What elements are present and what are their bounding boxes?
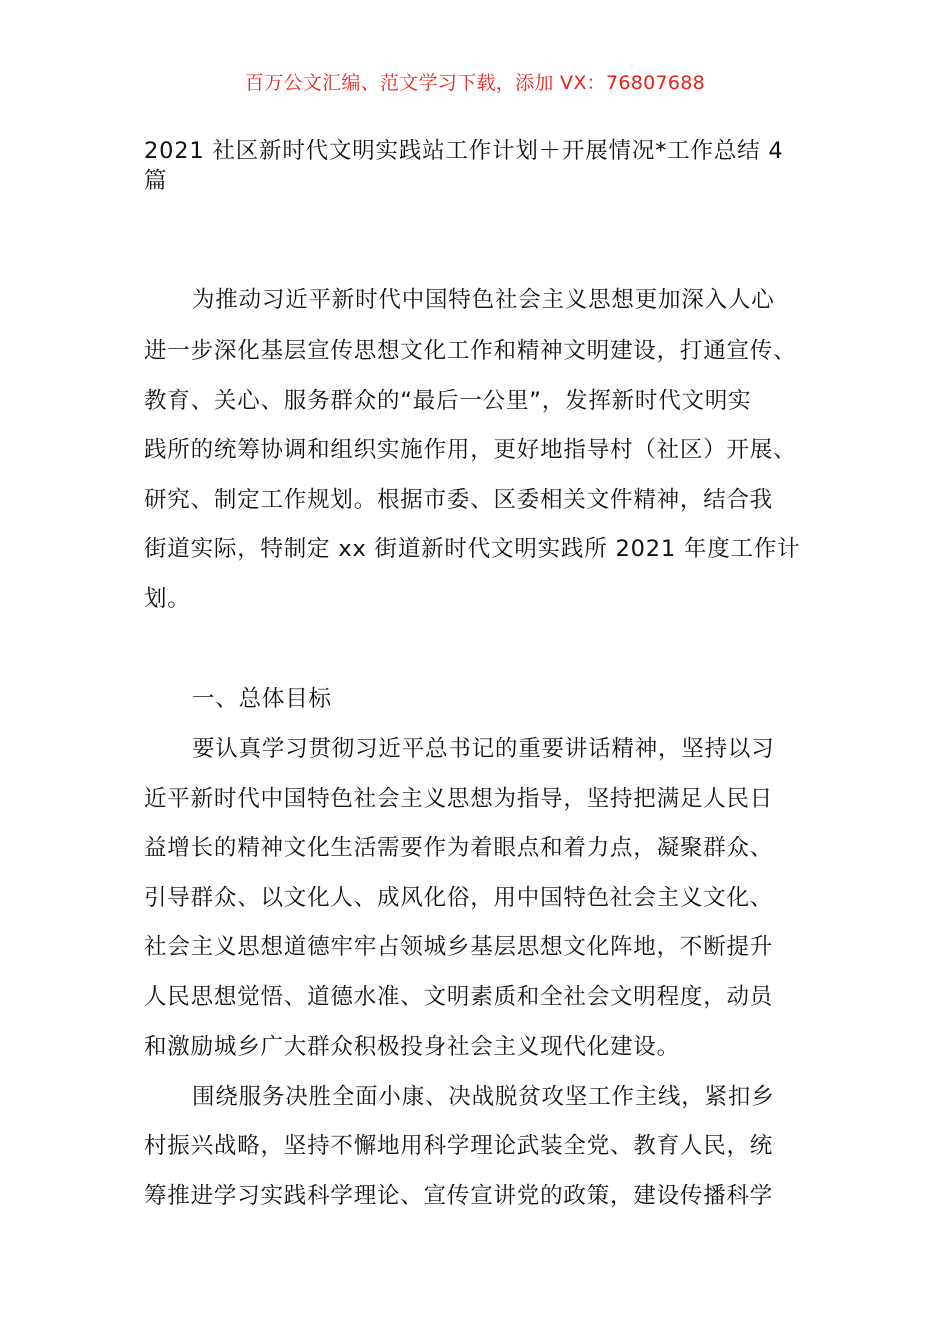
title-line: 2021 社区新时代文明实践站工作计划＋开展情况*工作总结 4 bbox=[144, 138, 784, 164]
paragraph-line: 践所的统筹协调和组织实施作用，更好地指导村（社区）开展、 bbox=[144, 437, 797, 463]
paragraph-line: 近平新时代中国特色社会主义思想为指导，坚持把满足人民日 bbox=[144, 786, 774, 812]
paragraph-line: 为推动习近平新时代中国特色社会主义思想更加深入人心 bbox=[192, 287, 775, 313]
paragraph-line: 和激励城乡广大群众积极投身社会主义现代化建设。 bbox=[144, 1034, 680, 1060]
paragraph-line: 村振兴战略，坚持不懈地用科学理论武装全党、教育人民，统 bbox=[144, 1133, 774, 1159]
section-heading: 一、总体目标 bbox=[192, 686, 332, 712]
paragraph-line: 社会主义思想道德牢牢占领城乡基层思想文化阵地，不断提升 bbox=[144, 934, 774, 960]
header-banner: 百万公文汇编、范文学习下载，添加 VX：76807688 bbox=[244, 72, 706, 94]
paragraph-line: 益增长的精神文化生活需要作为着眼点和着力点，凝聚群众、 bbox=[144, 835, 774, 861]
paragraph-line: 街道实际，特制定 xx 街道新时代文明实践所 2021 年度工作计 bbox=[144, 536, 801, 562]
paragraph-line: 围绕服务决胜全面小康、决战脱贫攻坚工作主线，紧扣乡 bbox=[192, 1084, 775, 1110]
paragraph-line: 划。 bbox=[144, 586, 191, 612]
paragraph-line: 研究、制定工作规划。根据市委、区委相关文件精神，结合我 bbox=[144, 487, 774, 513]
paragraph-line: 进一步深化基层宣传思想文化工作和精神文明建设，打通宣传、 bbox=[144, 338, 797, 364]
document-title bbox=[144, 136, 824, 196]
paragraph-line: 教育、关心、服务群众的“最后一公里”，发挥新时代文明实 bbox=[144, 388, 752, 414]
paragraph-line: 要认真学习贯彻习近平总书记的重要讲话精神，坚持以习 bbox=[192, 736, 775, 762]
paragraph-line: 筹推进学习实践科学理论、宣传宣讲党的政策，建设传播科学 bbox=[144, 1183, 774, 1209]
title-line: 篇 bbox=[144, 168, 168, 194]
paragraph-line: 人民思想觉悟、道德水准、文明素质和全社会文明程度，动员 bbox=[144, 984, 774, 1010]
paragraph-line: 引导群众、以文化人、成风化俗，用中国特色社会主义文化、 bbox=[144, 885, 774, 911]
